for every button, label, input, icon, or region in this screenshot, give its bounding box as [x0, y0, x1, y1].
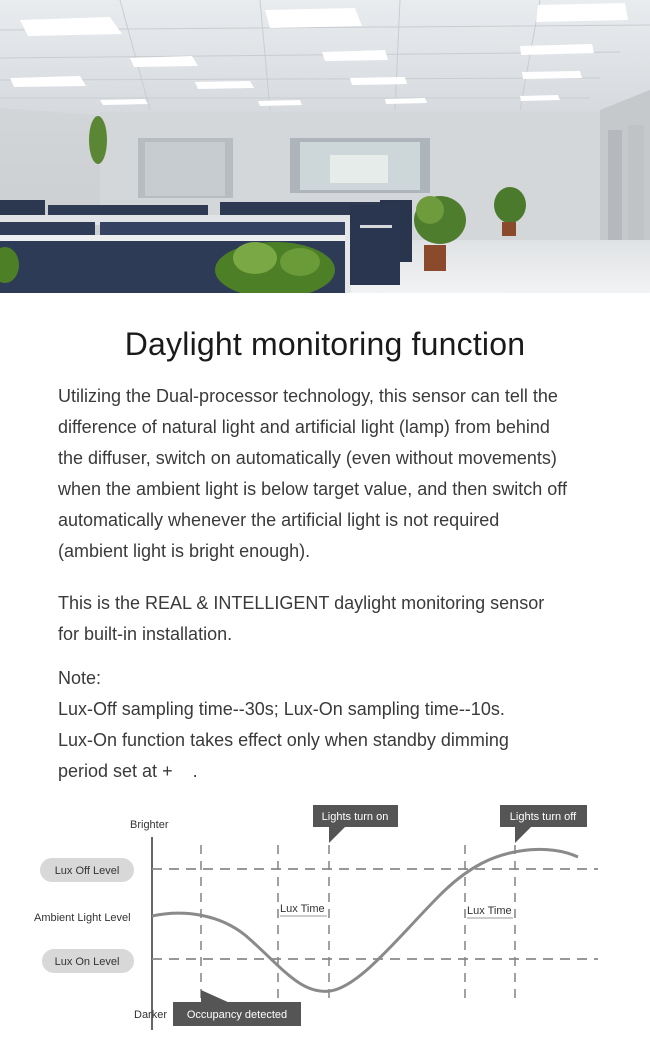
product-statement	[58, 588, 618, 650]
paragraph-line: (ambient light is bright enough).	[58, 541, 311, 561]
lux-off-level-label: Lux Off Level	[54, 865, 120, 877]
lux-time-label: Lux Time	[467, 905, 512, 917]
office-interior-photo	[0, 0, 650, 293]
note-line: period set at + .	[58, 761, 198, 781]
description-paragraph	[58, 381, 618, 567]
page-title: Daylight monitoring function	[124, 326, 526, 362]
daylight-diagram	[0, 795, 650, 1063]
paragraph-line: the diffuser, switch on automatically (even without movements)	[58, 448, 557, 468]
callout-pointer	[515, 827, 531, 843]
callout-pointer	[201, 990, 230, 1003]
note-section	[58, 663, 618, 787]
note-heading: Note:	[58, 668, 102, 688]
paragraph-line: Utilizing the Dual-processor technology, this sensor can tell the	[58, 386, 558, 406]
note-line: Lux-On function takes effect only when standby dimming	[58, 730, 509, 750]
occupancy-detected-label: Occupancy detected	[186, 1009, 288, 1021]
paragraph-line: for built-in installation.	[58, 624, 233, 644]
lights-turn-off-label: Lights turn off	[509, 811, 577, 823]
brighter-label: Brighter	[130, 819, 169, 831]
ambient-light-level-label: Ambient Light Level	[34, 912, 131, 924]
paragraph-line: difference of natural light and artificial light (lamp) from behind	[58, 417, 550, 437]
lux-time-label: Lux Time	[280, 903, 325, 915]
paragraph-line: This is the REAL & INTELLIGENT daylight monitoring sensor	[58, 593, 545, 613]
note-line: Lux-Off sampling time--30s; Lux-On sampling time--10s.	[58, 699, 505, 719]
paragraph-line: when the ambient light is below target value, and then switch off	[58, 479, 567, 499]
paragraph-line: automatically whenever the artificial light is not required	[58, 510, 500, 530]
ambient-light-curve	[152, 849, 578, 991]
darker-label: Darker	[134, 1009, 168, 1021]
lights-turn-on-label: Lights turn on	[321, 811, 389, 823]
callout-pointer	[329, 827, 345, 843]
lux-on-level-label: Lux On Level	[54, 956, 120, 968]
